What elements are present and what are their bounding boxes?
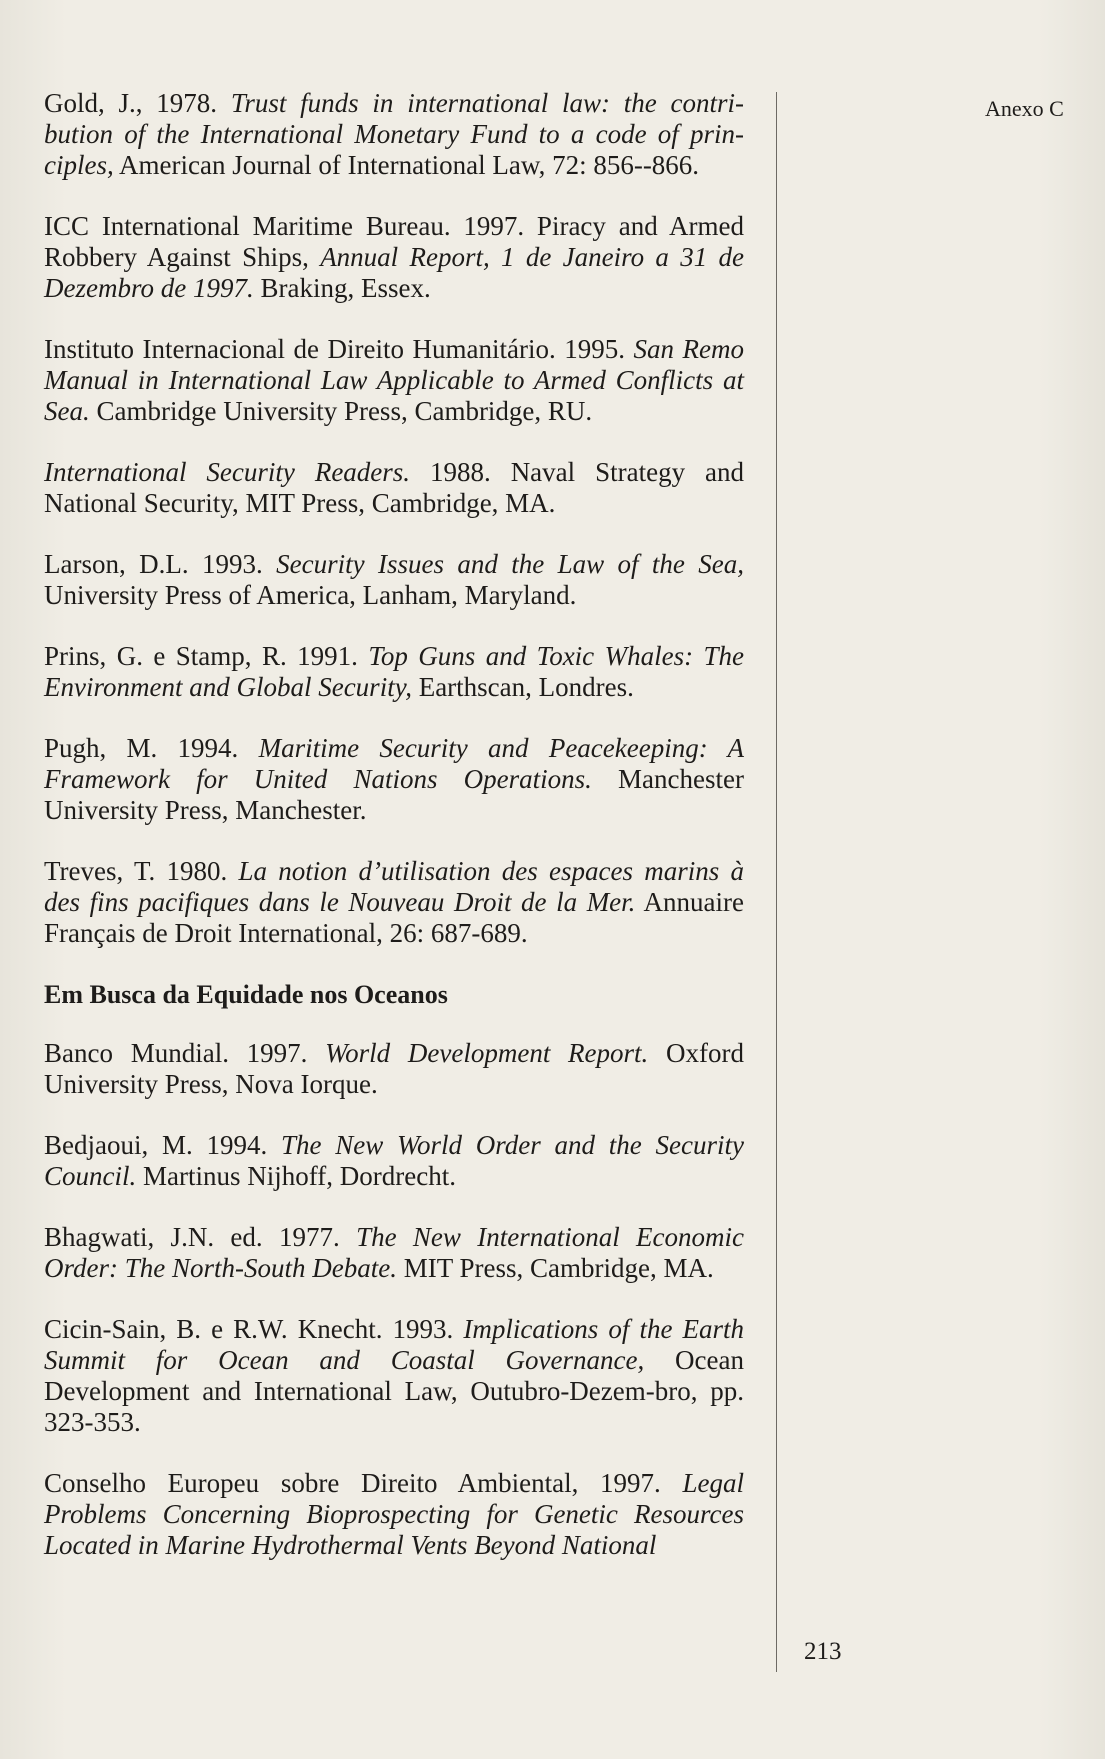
entry-title: La notion d’utilisation des espaces marins à des fins pacifiques dans le Nouveau Droit de la Mer. xyxy=(44,856,745,917)
entry-title: The New International Economic Order: The North-South Debate. xyxy=(44,1222,745,1283)
entry-title: The New World Order and the Security Council. xyxy=(44,1130,744,1191)
running-head: Anexo C xyxy=(985,96,1064,121)
entry-authors: Pugh, M. 1994. xyxy=(44,733,259,763)
bibliography-entry xyxy=(44,1130,744,1192)
bibliography-entry xyxy=(44,1468,744,1561)
entry-authors: Bedjaoui, M. 1994. xyxy=(44,1130,281,1160)
entry-authors: Gold, J., 1978. xyxy=(44,88,231,118)
entry-publisher: Annuaire Français de Droit International, 26: 687-689. xyxy=(44,887,744,948)
entry-publisher: Earthscan, Londres. xyxy=(411,672,634,702)
entry-title: Top Guns and Toxic Whales: The Environment and Global Security, xyxy=(44,641,744,702)
entry-title: San Remo Manual in International Law Applicable to Armed Conflicts at Sea. xyxy=(44,334,744,426)
bibliography-entry xyxy=(44,549,744,611)
bibliography-entry xyxy=(44,334,744,427)
entry-title: International Security Readers. xyxy=(44,457,411,487)
bibliography-entry xyxy=(44,856,744,949)
entry-title: World Development Report. xyxy=(325,1038,649,1068)
entry-title: Trust funds in international law: the contri-bution of the International Monetary Fund to a code of prin-ciples, xyxy=(44,88,744,180)
entry-authors: Instituto Internacional de Direito Humanitário. 1995. xyxy=(44,334,634,364)
entry-title: Legal Problems Concerning Bioprospecting for Genetic Resources Located in Marine Hydrothermal Vents Beyond National xyxy=(44,1468,744,1560)
entry-authors: Prins, G. e Stamp, R. 1991. xyxy=(44,641,369,671)
entry-publisher: American Journal of International Law, 72: 856--866. xyxy=(113,150,700,180)
entry-authors: Conselho Europeu sobre Direito Ambiental, 1997. xyxy=(44,1468,683,1498)
entry-publisher: Manchester University Press, Manchester. xyxy=(44,764,744,825)
entry-publisher: Ocean Development and International Law, Outubro-Dezem-bro, pp. 323-353. xyxy=(44,1345,745,1437)
entry-publisher: Braking, Essex. xyxy=(253,273,431,303)
page-number: 213 xyxy=(804,1638,842,1665)
section-heading: Em Busca da Equidade nos Oceanos xyxy=(44,980,448,1009)
entry-authors: Cicin-Sain, B. e R.W. Knecht. 1993. xyxy=(44,1314,464,1344)
entry-publisher: Martinus Nijhoff, Dordrecht. xyxy=(136,1161,456,1191)
entry-title: Annual Report, 1 de Janeiro a 31 de Dezembro de 1997. xyxy=(44,242,745,303)
entry-authors: Larson, D.L. 1993. xyxy=(44,549,277,579)
column-divider xyxy=(776,92,777,1672)
bibliography-column xyxy=(44,88,744,1591)
bibliography-entry xyxy=(44,641,744,703)
bibliography-entry xyxy=(44,457,744,519)
entry-authors: Bhagwati, J.N. ed. 1977. xyxy=(44,1222,357,1252)
bibliography-entry xyxy=(44,733,744,826)
entry-title: Implications of the Earth Summit for Ocean and Coastal Governance, xyxy=(44,1314,744,1375)
entry-publisher: Cambridge University Press, Cambridge, RU. xyxy=(89,396,593,426)
bibliography-entry xyxy=(44,1314,744,1438)
entry-publisher: University Press of America, Lanham, Maryland. xyxy=(44,580,577,610)
bibliography-list-top xyxy=(44,88,744,949)
bibliography-entry xyxy=(44,88,744,181)
bibliography-entry xyxy=(44,211,744,304)
entry-authors: Banco Mundial. 1997. xyxy=(44,1038,326,1068)
entry-authors: ICC International Maritime Bureau. 1997. Piracy and Armed Robbery Against Ships, xyxy=(44,211,744,272)
bibliography-entry xyxy=(44,1038,744,1100)
entry-publisher: MIT Press, Cambridge, MA. xyxy=(396,1253,714,1283)
entry-publisher: Oxford University Press, Nova Iorque. xyxy=(44,1038,744,1099)
bibliography-list-bottom xyxy=(44,1038,744,1561)
entry-title: Maritime Security and Peacekeeping: A Framework for United Nations Operations. xyxy=(44,733,744,794)
bibliography-entry xyxy=(44,1222,744,1284)
entry-title: Security Issues and the Law of the Sea, xyxy=(276,549,744,579)
entry-authors: Treves, T. 1980. xyxy=(44,856,239,886)
entry-publisher: 1988. Naval Strategy and National Security, MIT Press, Cambridge, MA. xyxy=(44,457,744,518)
